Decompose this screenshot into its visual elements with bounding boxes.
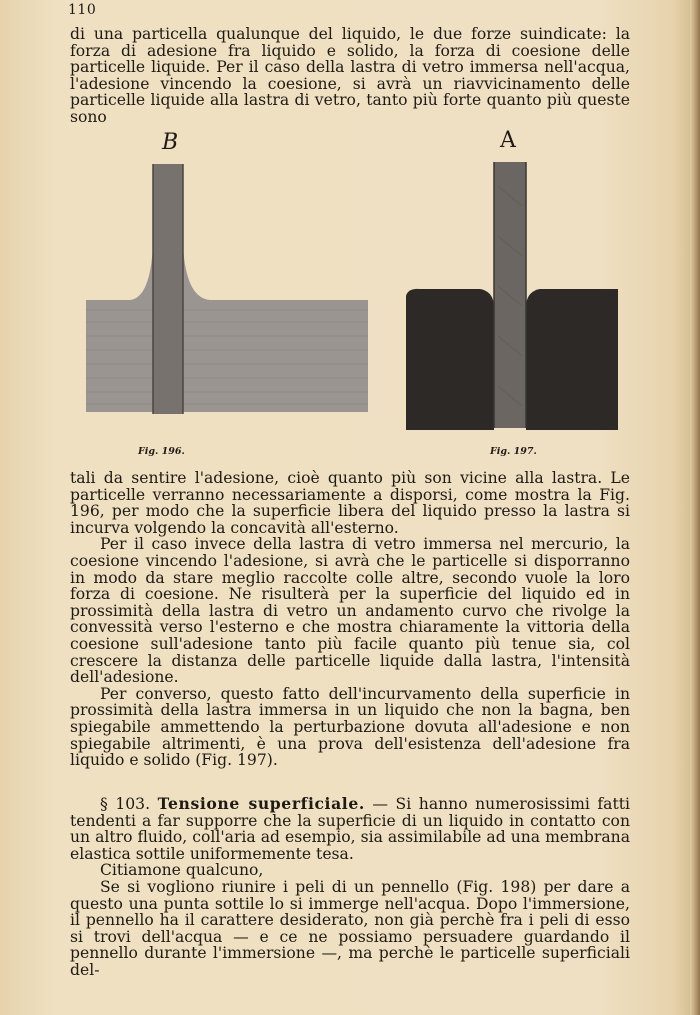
page-edge-shadow <box>690 0 700 1015</box>
paragraph: Citiamone qualcuno, <box>100 861 264 880</box>
paragraph-top <box>70 26 630 126</box>
paragraph: Per il caso invece della lastra di vetro immersa nel mercurio, la coesione vincendo l'adesione, si avrà che le particelle si disporranno in modo da stare meglio raccolte colle altre, secondo vuole la loro forza di coesione. Ne risulterà per la superficie del liquido ed in prossimità della lastra di vetro un andamento curvo che rivolge la convessità verso l'esterno e che mostra chiaramente la vittoria della coesione sull'adesione tanto più facile quanto più tenue sia, col crescere la distanza delle particelle liquide dalla lastra, l'intensità dell'adesione. <box>70 535 630 687</box>
figure-pair <box>70 126 630 466</box>
section-103 <box>70 796 630 979</box>
fig-197-drawing <box>406 162 618 430</box>
fig-197-letter: A <box>500 128 516 153</box>
fig-197-caption: Fig. 197. <box>490 446 537 457</box>
section-number: § 103. <box>100 795 151 813</box>
fig-196-letter: B <box>162 130 179 155</box>
fig-196-drawing <box>86 164 368 414</box>
section-heading-paragraph <box>70 796 630 862</box>
section-title: Tensione superficiale. <box>157 794 365 813</box>
paragraphs-middle <box>70 470 630 769</box>
paragraph: tali da sentire l'adesione, cioè quanto più son vicine alla lastra. Le particelle verranno necessariamente a disporsi, come mostra la Fig. 196, per modo che la superficie libera del liquido presso la lastra si incurva volgendo la concavità all'esterno. <box>70 469 630 537</box>
page-number: 110 <box>68 2 97 18</box>
paragraph: Se si vogliono riunire i peli di un pennello (Fig. 198) per dare a questo una punta sottile lo si immerge nell'acqua. Dopo l'immersione, il pennello ha il carattere desiderato, non già perchè fra i peli di esso si trovi dell'acqua — e ce ne possiamo persuadere guardando il pennello durante l'immersione —, ma perchè le particelle superficiali del- <box>70 877 630 979</box>
section-intro: — Si hanno numerosissimi fatti tendenti a far supporre che la superficie di un liquido in contatto con un altro fluido, coll'aria ad esempio, sia assimilabile ad una membrana elastica sottile uniformemente tesa. <box>70 795 630 863</box>
paragraph: Per converso, questo fatto dell'incurvamento della superficie in prossimità della lastra immersa in un liquido che non la bagna, ben spiegabile ammettendo la perturbazione dovuta all'adesione e non spiegabile altrimenti, è una prova dell'esistenza dell'adesione fra liquido e solido (Fig. 197). <box>70 684 630 770</box>
fig-196-caption: Fig. 196. <box>138 446 185 457</box>
figure-illustrations <box>70 126 630 466</box>
paragraph-top-text: di una particella qualunque del liquido, le due forze suindicate: la forza di adesione fra liquido e solido, la forza di coesione delle particelle liquide. Per il caso della lastra di vetro immersa nell'acqua, l'adesione vincendo la coesione, si avrà un riavvicinamento delle particelle liquide alla lastra di vetro, tanto più forte quanto più queste sono <box>70 25 630 126</box>
